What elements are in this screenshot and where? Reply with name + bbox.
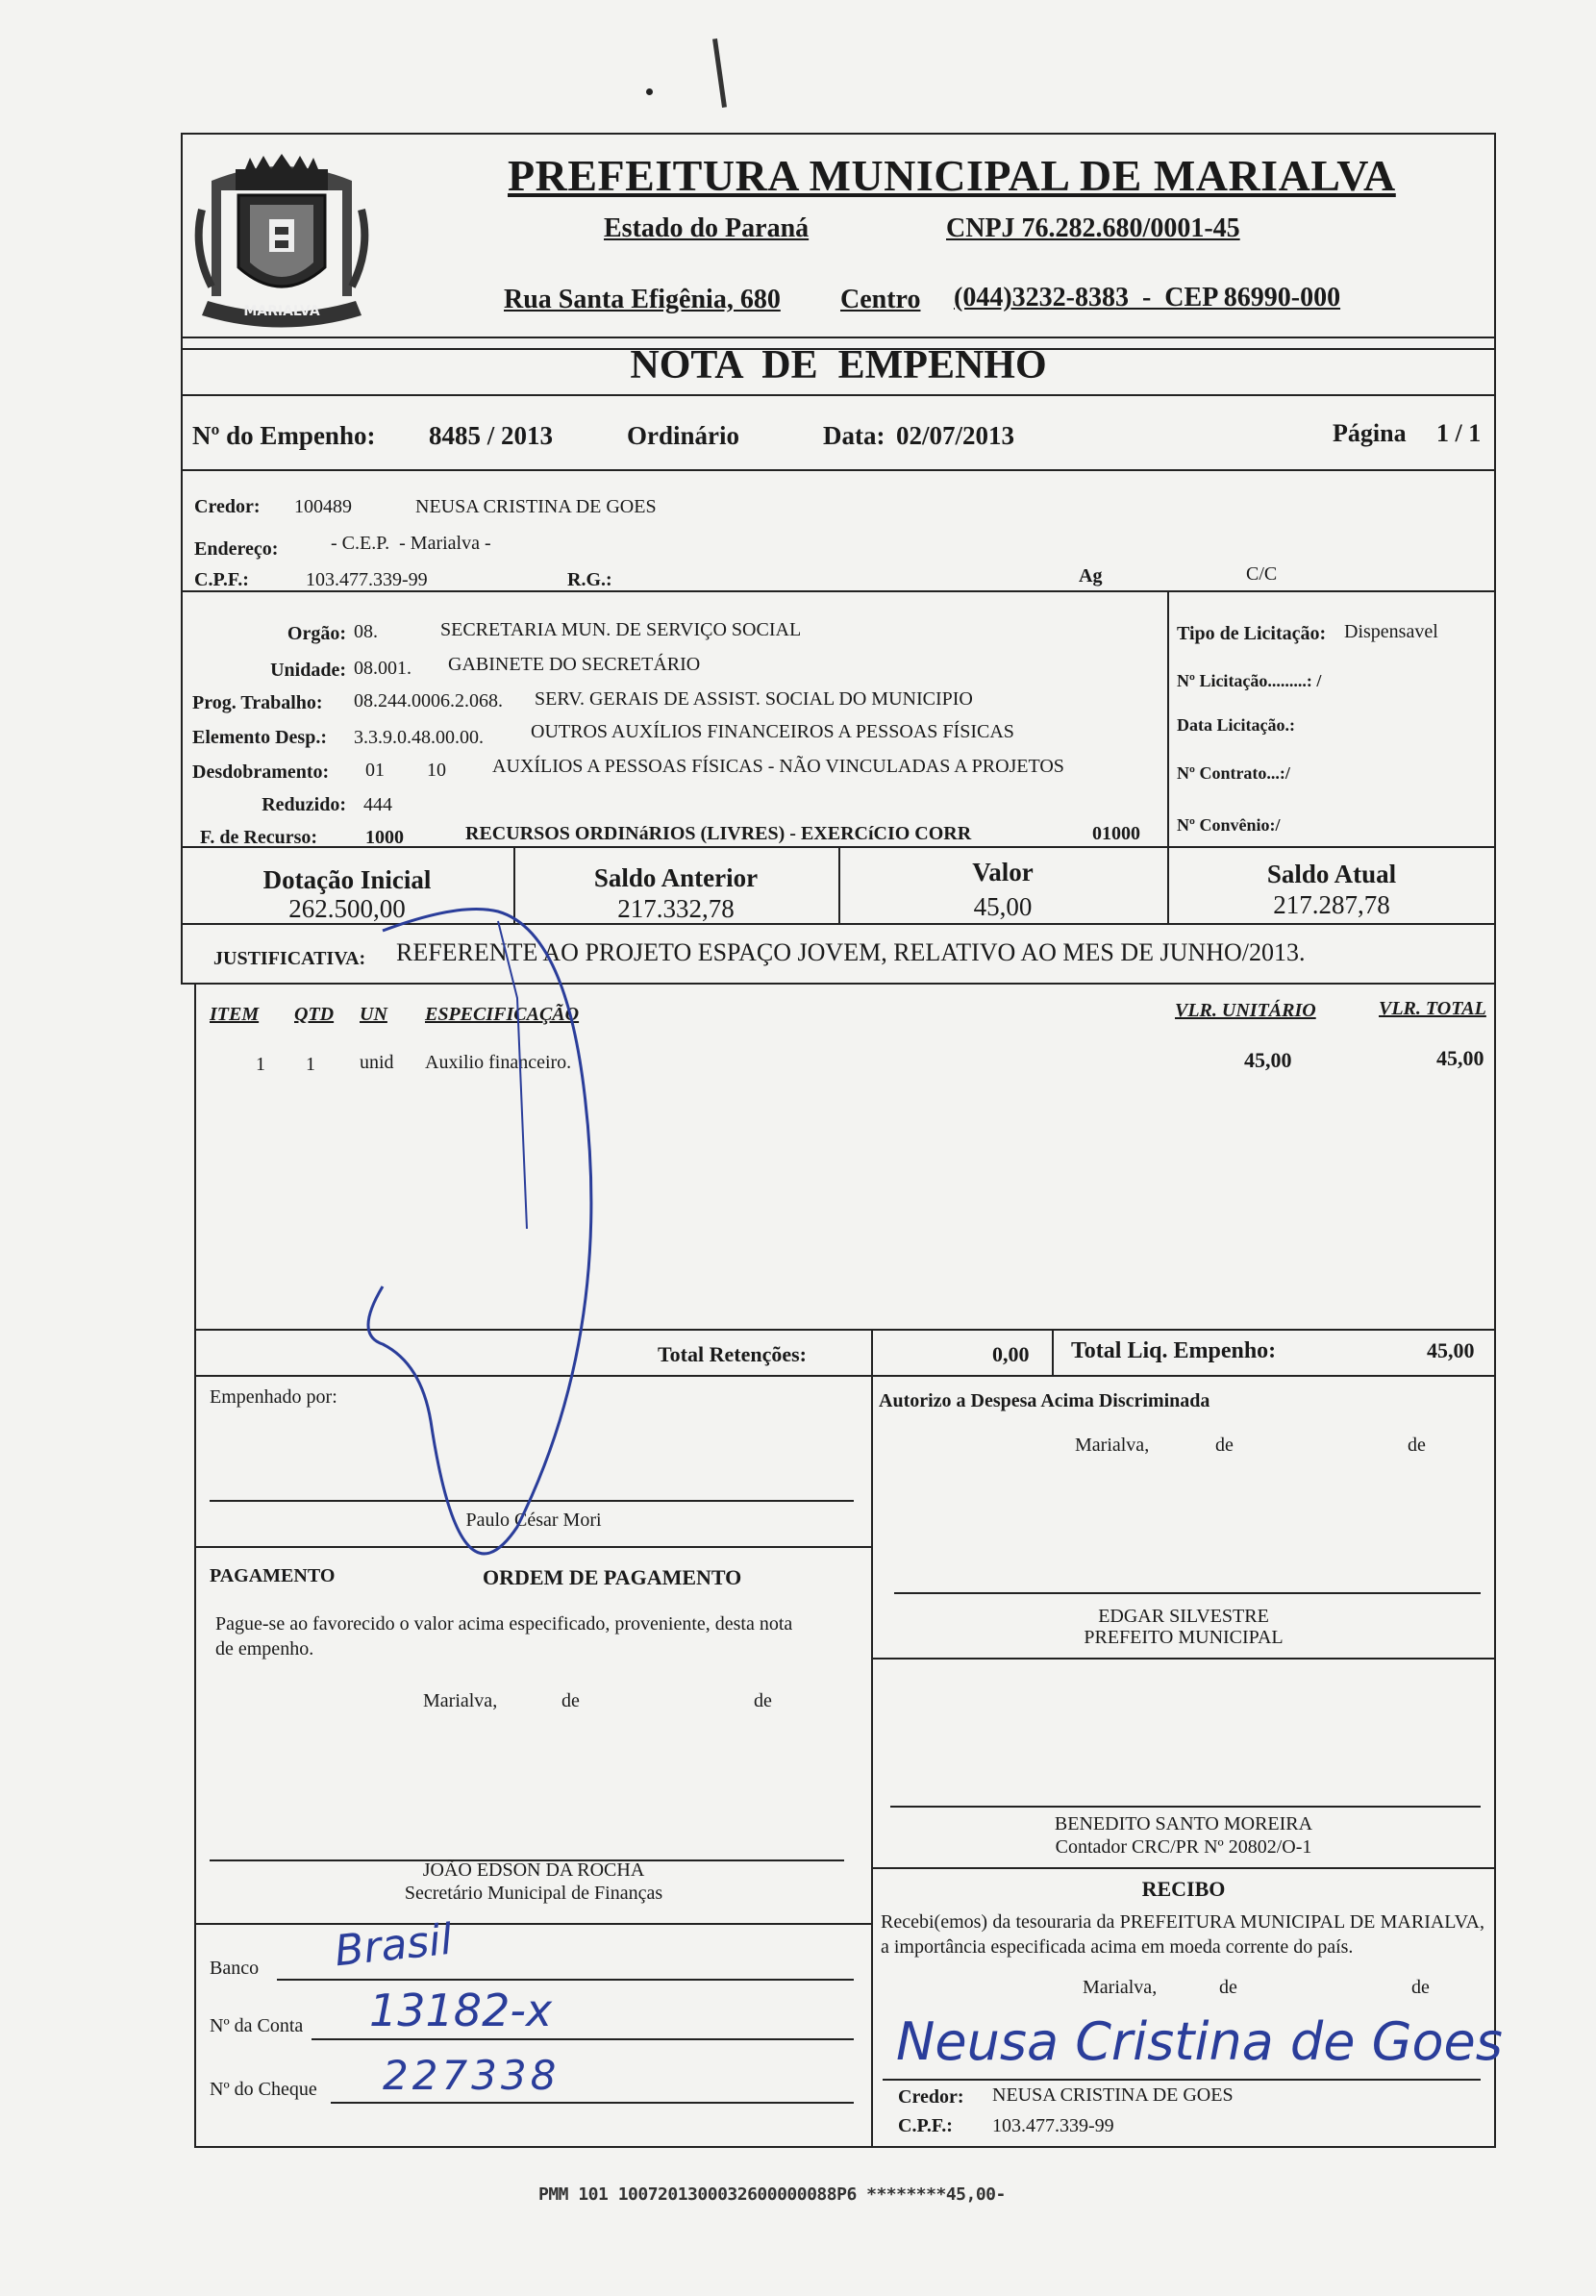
page-label: Página [1333, 419, 1407, 447]
scan-mark-dot [646, 88, 653, 95]
recibo-text: Recebi(emos) da tesouraria da PREFEITURA MUNICIPAL DE MARIALVA, a importância especificada acima em moeda corrente do país. [881, 1911, 1484, 1958]
empenho-type: Ordinário [627, 421, 740, 450]
pen-initial-mark [344, 883, 671, 1613]
credor-code: 100489 [294, 496, 352, 517]
empenho-number: 8485 / 2013 [429, 421, 554, 450]
row-item: 1 [256, 1054, 265, 1075]
prog-label: Prog. Trabalho: [192, 692, 323, 713]
row-vlr-total: 45,00 [1436, 1046, 1484, 1070]
cheque-handwritten: 227338 [383, 2052, 561, 2099]
contador-title: Contador CRC/PR Nº 20802/O-1 [1055, 1836, 1312, 1858]
header-vlr-total: VLR. TOTAL [1379, 998, 1486, 1019]
reduzido-label: Reduzido: [262, 794, 346, 815]
dotacao-label: Dotação Inicial [262, 865, 432, 894]
orgao-code: 08. [354, 621, 378, 642]
header-vlr-unitario: VLR. UNITÁRIO [1175, 1000, 1316, 1021]
saldo-atual-label: Saldo Atual [1266, 860, 1397, 888]
prefeito-signature-line [894, 1592, 1481, 1594]
conta-label: Nº da Conta [210, 2015, 304, 2036]
desdobramento-code2: 10 [427, 760, 446, 781]
prog-code: 08.244.0006.2.068. [354, 690, 503, 711]
address-phone-cep: (044)3232-8383 - CEP 86990-000 [954, 283, 1341, 312]
secretario-name: JOÃO EDSON DA ROCHA [422, 1859, 645, 1881]
recurso-desc: RECURSOS ORDINáRIOS (LIVRES) - EXERCíCIO CORR [465, 823, 972, 844]
orgao-label: Orgão: [287, 623, 346, 644]
orgao-desc: SECRETARIA MUN. DE SERVIÇO SOCIAL [440, 619, 802, 640]
page-number: 1 / 1 [1436, 419, 1482, 447]
cheque-line [331, 2102, 854, 2104]
retencoes-label: Total Retenções: [658, 1342, 807, 1366]
conta-handwritten: 13182-x [369, 1984, 553, 2036]
pagamento-text: Pague-se ao favorecido o valor acima especificado, proveniente, desta nota de empenho. [215, 1613, 793, 1660]
cpf-value: 103.477.339-99 [306, 569, 428, 590]
header-especificacao: ESPECIFICAÇÃO [425, 1004, 580, 1025]
pagamento-date-de1: de [561, 1690, 580, 1711]
prog-desc: SERV. GERAIS DE ASSIST. SOCIAL DO MUNICIPIO [535, 688, 973, 710]
numero-licitacao: Nº Licitação.........: / [1177, 671, 1322, 690]
cpf-label: C.P.F.: [194, 569, 249, 590]
elemento-code: 3.3.9.0.48.00.00. [354, 727, 484, 748]
recibo-handwritten-signature: Neusa Cristina de Goes [896, 2011, 1503, 2072]
cnpj: CNPJ 76.282.680/0001-45 [946, 213, 1240, 243]
unidade-label: Unidade: [270, 660, 346, 681]
footer-code: PMM 101 1007201300032600000088P6 ********45,00- [538, 2184, 1006, 2205]
recibo-cpf-value: 103.477.339-99 [992, 2115, 1114, 2136]
empenho-date: 02/07/2013 [896, 421, 1015, 450]
dotacao-value: 262.500,00 [288, 894, 406, 923]
credor-label: Credor: [194, 496, 261, 517]
recibo-credor-label: Credor: [898, 2086, 964, 2108]
recibo-top-line [871, 1867, 1496, 1869]
saldo-atual-value: 217.287,78 [1273, 890, 1390, 919]
liq-empenho-value: 45,00 [1427, 1338, 1475, 1362]
recibo-date-de1: de [1219, 1977, 1237, 1998]
row-qtd: 1 [306, 1054, 315, 1075]
address-street: Rua Santa Efigênia, 680 [504, 285, 781, 314]
recurso-code: 1000 [365, 827, 404, 848]
recibo-date-de2: de [1411, 1977, 1430, 1998]
tipo-licitacao-label: Tipo de Licitação: [1177, 623, 1327, 644]
recurso-label: F. de Recurso: [200, 827, 318, 848]
svg-text:MARIALVA: MARIALVA [243, 304, 320, 319]
ordem-pagamento-label: ORDEM DE PAGAMENTO [483, 1565, 742, 1589]
autorizo-date-de1: de [1215, 1435, 1234, 1456]
cheque-label: Nº do Cheque [210, 2079, 317, 2100]
empenhado-name: Paulo César Mori [465, 1510, 602, 1531]
recibo-date-city: Marialva, [1083, 1977, 1158, 1998]
justificativa-label: JUSTIFICATIVA: [213, 948, 366, 969]
empenho-date-label: Data: [823, 421, 885, 450]
credor-name: NEUSA CRISTINA DE GOES [415, 496, 657, 517]
banco-label: Banco [210, 1958, 260, 1979]
pagamento-date-de2: de [754, 1690, 772, 1711]
reduzido-value: 444 [363, 794, 392, 815]
nota-de-empenho-document [181, 133, 1503, 2148]
row-especificacao: Auxilio financeiro. [425, 1052, 572, 1073]
municipal-crest-icon [192, 152, 371, 335]
autorizo-date-de2: de [1408, 1435, 1426, 1456]
recibo-title: RECIBO [1141, 1877, 1226, 1901]
autorizo-label: Autorizo a Despesa Acima Discriminada [879, 1390, 1210, 1411]
tipo-licitacao-value: Dispensavel [1344, 621, 1438, 642]
prefeito-title: PREFEITO MUNICIPAL [1084, 1627, 1284, 1648]
pagamento-label: PAGAMENTO [210, 1565, 336, 1586]
valor-label: Valor [972, 858, 1034, 886]
row-vlr-unitario: 45,00 [1244, 1048, 1292, 1072]
saldo-anterior-value: 217.332,78 [617, 894, 735, 923]
retencoes-value: 0,00 [992, 1342, 1030, 1366]
valor-value: 45,00 [973, 892, 1033, 921]
contador-top-line [871, 1658, 1496, 1660]
endereco-label: Endereço: [194, 538, 279, 560]
org-name: PREFEITURA MUNICIPAL DE MARIALVA [508, 151, 1396, 200]
header-qtd: QTD [294, 1004, 335, 1025]
secretario-title: Secretário Municipal de Finanças [404, 1883, 663, 1904]
row-un: unid [360, 1052, 394, 1073]
header-un: UN [360, 1004, 387, 1025]
data-licitacao: Data Licitação.: [1177, 715, 1295, 735]
saldo-anterior-label: Saldo Anterior [593, 863, 759, 892]
address-district: Centro [840, 285, 921, 314]
endereco-value: - C.E.P. - Marialva - [331, 533, 491, 554]
prefeito-name: EDGAR SILVESTRE [1098, 1606, 1269, 1627]
contador-name: BENEDITO SANTO MOREIRA [1054, 1813, 1313, 1834]
rg-label: R.G.: [567, 569, 612, 590]
numero-contrato: Nº Contrato...:/ [1177, 763, 1290, 783]
pagamento-date-city: Marialva, [423, 1690, 498, 1711]
conta-line [312, 2038, 854, 2040]
desdobramento-label: Desdobramento: [192, 761, 330, 783]
totals-divider-2 [1052, 1329, 1054, 1377]
numero-convenio: Nº Convênio:/ [1177, 815, 1281, 835]
recibo-signature-line [883, 2079, 1481, 2081]
recibo-credor-name: NEUSA CRISTINA DE GOES [992, 2084, 1234, 2106]
banco-handwritten: Brasil [332, 1914, 455, 1977]
desdobramento-code1: 01 [365, 760, 385, 781]
recibo-cpf-label: C.P.F.: [898, 2115, 953, 2136]
banco-line [277, 1979, 854, 1981]
elemento-desc: OUTROS AUXÍLIOS FINANCEIROS A PESSOAS FÍSICAS [531, 721, 1014, 742]
liq-empenho-label: Total Liq. Empenho: [1071, 1338, 1277, 1363]
header-item: ITEM [210, 1004, 260, 1025]
justificativa-text: REFERENTE AO PROJETO ESPAÇO JOVEM, RELATIVO AO MES DE JUNHO/2013. [396, 938, 1306, 966]
contador-signature-line [890, 1806, 1481, 1808]
lower-vertical-divider [871, 1375, 873, 2148]
budget-divider [1167, 590, 1169, 848]
bank-top-line [194, 1923, 871, 1925]
state-name: Estado do Paraná [604, 213, 810, 243]
doc-title: NOTA DE EMPENHO [630, 343, 1047, 387]
empenho-number-label: Nº do Empenho: [192, 421, 376, 450]
recurso-code2: 01000 [1092, 823, 1140, 844]
elemento-label: Elemento Desp.: [192, 727, 327, 748]
empenhado-label: Empenhado por: [210, 1386, 337, 1408]
autorizo-date-city: Marialva, [1075, 1435, 1150, 1456]
desdobramento-desc: AUXÍLIOS A PESSOAS FÍSICAS - NÃO VINCULADAS A PROJETOS [492, 756, 1064, 777]
totals-divider-1 [871, 1329, 873, 1377]
ag-label: Ag [1079, 565, 1103, 586]
scan-mark-stroke [712, 38, 727, 108]
unidade-desc: GABINETE DO SECRETÁRIO [448, 654, 701, 675]
cc-label: C/C [1246, 563, 1278, 585]
unidade-code: 08.001. [354, 658, 411, 679]
